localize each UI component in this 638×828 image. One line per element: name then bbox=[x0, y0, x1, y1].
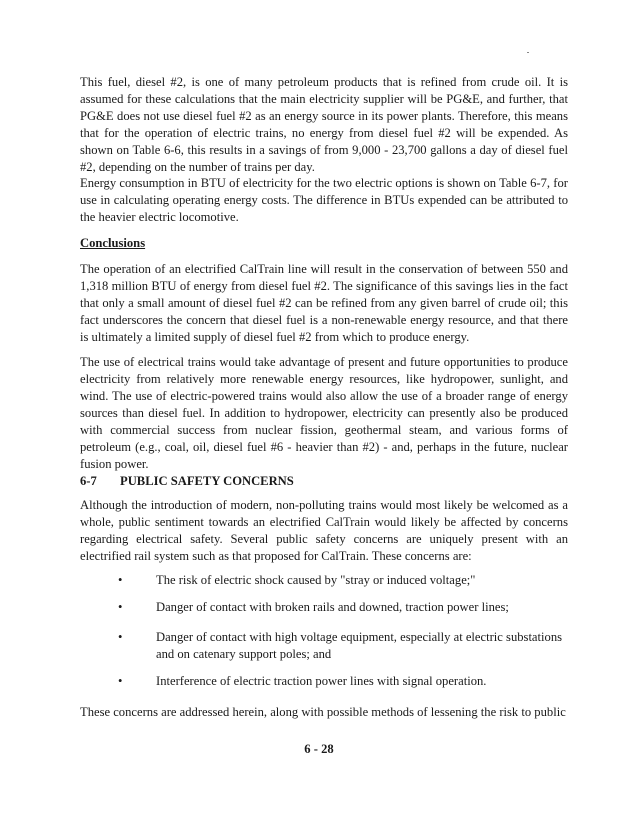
paragraph-energy-consumption: Energy consumption in BTU of electricity for the two electric options is shown on Table 6-7, for use in calculating operating energy costs. The difference in BTUs expended can be attributed to the heavier electric locomotive. bbox=[80, 176, 568, 224]
scan-speck bbox=[527, 52, 529, 53]
bullet-marker: • bbox=[118, 674, 123, 688]
bullet-text: The risk of electric shock caused by "stray or induced voltage;" bbox=[156, 573, 476, 587]
section-title: PUBLIC SAFETY CONCERNS bbox=[120, 474, 294, 488]
bullet-marker: • bbox=[118, 600, 123, 614]
bullet-marker: • bbox=[118, 573, 123, 587]
bullet-text: Danger of contact with broken rails and downed, traction power lines; bbox=[156, 600, 509, 614]
section-heading bbox=[80, 474, 294, 489]
bullet-marker: • bbox=[118, 630, 123, 644]
section-number: 6-7 bbox=[80, 474, 97, 488]
paragraph-diesel-fuel: This fuel, diesel #2, is one of many petroleum products that is refined from crude oil. It is assumed for these calculations that the main electricity supplier will be PG&E, and further, that PG&E does not use diesel fuel #2 as an energy source in its power plants. Therefore, this means that for the operation of electric trains, no energy from diesel fuel #2 will be expended. As shown on Table 6-6, this results in a savings of from 9,000 - 23,700 gallons a day of diesel fuel #2, depending on the number of trains per day. bbox=[80, 75, 568, 174]
conclusions-heading: Conclusions bbox=[80, 236, 146, 250]
bullet-text: Danger of contact with high voltage equipment, especially at electric substations and on catenary support poles; and bbox=[156, 630, 563, 661]
paragraph-public-sentiment: Although the introduction of modern, non-polluting trains would most likely be welcomed as a whole, public sentiment towards an electrified CalTrain would likely be affected by concerns regarding electrical safety. Several public safety concerns are uniquely present with an electrified rail system such as that proposed for CalTrain. These concerns are: bbox=[80, 498, 568, 563]
paragraph-renewable-sources: The use of electrical trains would take advantage of present and future opportunities to produce electricity from relatively more renewable energy resources, like hydropower, sunlight, and wind. The use of electric-powered trains would also allow the use of a broader range of energy sources than diesel fuel. In addition to hydropower, electricity can presently also be produced with commercial success from nuclear fission, geothermal steam, and various forms of petroleum (e.g., coal, oil, diesel fuel #6 - heavier than #2) - and, perhaps in the future, nuclear fusion power. bbox=[80, 355, 568, 471]
paragraph-concerns-addressed: These concerns are addressed herein, along with possible methods of lessening the risk to public bbox=[80, 705, 566, 719]
page-number: 6 - 28 bbox=[304, 742, 334, 756]
paragraph-conservation: The operation of an electrified CalTrain line will result in the conservation of between 550 and 1,318 million BTU of energy from diesel fuel #2. The significance of this savings lies in the fact that only a small amount of diesel fuel #2 can be refined from any given barrel of crude oil; this fact underscores the concern that diesel fuel is a non-renewable energy resource, and that there is ultimately a limited supply of diesel fuel #2 from which to produce energy. bbox=[80, 262, 568, 344]
bullet-text: Interference of electric traction power lines with signal operation. bbox=[156, 674, 487, 688]
